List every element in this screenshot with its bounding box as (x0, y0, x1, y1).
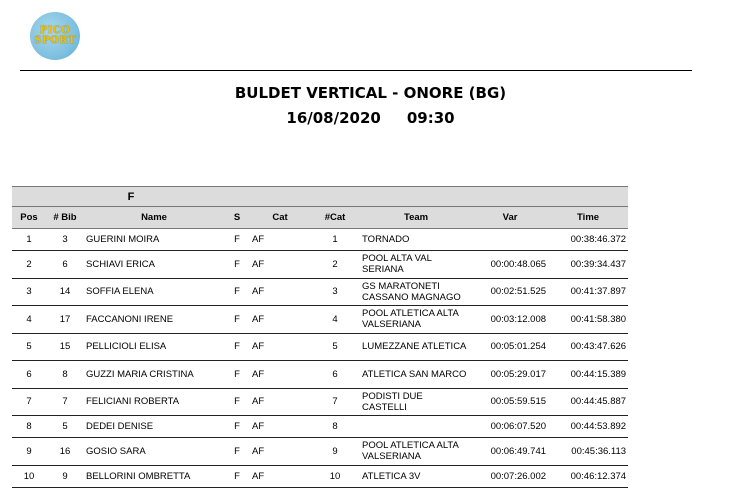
cell-pos: 2 (12, 251, 46, 279)
cell-sex: F (224, 229, 250, 251)
cell-pos: 10 (12, 465, 46, 487)
cell-team: TORNADO (360, 229, 472, 251)
page-title: BULDET VERTICAL - ONORE (BG) (234, 84, 507, 102)
cell-name: SCHIAVI ERICA (84, 251, 224, 279)
table-row (12, 465, 628, 487)
table-row (12, 251, 628, 279)
cell-name: BELLORINI OMBRETTA (84, 465, 224, 487)
cell-team: POOL ATLETICA ALTA VALSERIANA (360, 438, 472, 466)
cell-time: 00:43:47.626 (548, 333, 628, 361)
column-header-row (12, 207, 628, 229)
cell-var: 00:05:29.017 (472, 361, 548, 389)
cell-bib: 6 (46, 251, 84, 279)
cell-name: FELICIANI ROBERTA (84, 388, 224, 416)
col-name-header: Name (84, 207, 224, 229)
cell-var: 00:02:51.525 (472, 278, 548, 306)
cell-catpos: 3 (310, 278, 360, 306)
cell-team (360, 416, 472, 438)
cell-name: GUERINI MOIRA (84, 229, 224, 251)
cell-catpos: 2 (310, 251, 360, 279)
cell-team: POOL ALTA VAL SERIANA (360, 251, 472, 279)
cell-bib: 7 (46, 388, 84, 416)
logo-line-2: SPORT (34, 35, 76, 46)
header-divider (20, 70, 692, 71)
cell-team: ATLETICA 3V (360, 465, 472, 487)
table-row (12, 416, 628, 438)
col-var-header: Var (472, 207, 548, 229)
cell-sex: F (224, 306, 250, 334)
logo-line-1: PICO (39, 25, 71, 36)
cell-time: 00:45:36.113 (548, 438, 628, 466)
group-label: F (12, 187, 250, 207)
cell-bib: 15 (46, 333, 84, 361)
col-pos-header: Pos (12, 207, 46, 229)
cell-name: FACCANONI IRENE (84, 306, 224, 334)
cell-team: PODISTI DUE CASTELLI (360, 388, 472, 416)
cell-pos: 8 (12, 416, 46, 438)
cell-team: ATLETICA SAN MARCO (360, 361, 472, 389)
cell-var: 00:00:48.065 (472, 251, 548, 279)
cell-catpos: 4 (310, 306, 360, 334)
pico-sport-logo (30, 12, 80, 60)
cell-cat: AF (250, 251, 310, 279)
cell-sex: F (224, 361, 250, 389)
cell-catpos: 8 (310, 416, 360, 438)
cell-pos: 4 (12, 306, 46, 334)
cell-bib: 8 (46, 361, 84, 389)
cell-time: 00:39:34.437 (548, 251, 628, 279)
table-row (12, 306, 628, 334)
table-row (12, 388, 628, 416)
table-row (12, 361, 628, 389)
cell-var: 00:07:26.002 (472, 465, 548, 487)
cell-pos: 1 (12, 229, 46, 251)
col-catpos-header: #Cat (310, 207, 360, 229)
col-bib-header: # Bib (46, 207, 84, 229)
event-date: 16/08/2020 (286, 109, 381, 127)
cell-cat: AF (250, 465, 310, 487)
cell-var: 00:05:01.254 (472, 333, 548, 361)
cell-var: 00:06:07.520 (472, 416, 548, 438)
cell-cat: AF (250, 278, 310, 306)
col-team-header: Team (360, 207, 472, 229)
cell-time: 00:44:53.892 (548, 416, 628, 438)
cell-var: 00:06:49.741 (472, 438, 548, 466)
cell-cat: AF (250, 388, 310, 416)
cell-cat: AF (250, 229, 310, 251)
cell-name: GOSIO SARA (84, 438, 224, 466)
table-row (12, 333, 628, 361)
group-header-row (12, 187, 628, 207)
cell-bib: 5 (46, 416, 84, 438)
cell-bib: 3 (46, 229, 84, 251)
cell-catpos: 5 (310, 333, 360, 361)
cell-cat: AF (250, 306, 310, 334)
cell-bib: 16 (46, 438, 84, 466)
cell-cat: AF (250, 333, 310, 361)
cell-var (472, 229, 548, 251)
event-datetime (0, 109, 741, 127)
cell-sex: F (224, 465, 250, 487)
cell-name: DEDEI DENISE (84, 416, 224, 438)
cell-time: 00:41:58.380 (548, 306, 628, 334)
cell-time: 00:41:37.897 (548, 278, 628, 306)
cell-team: POOL ATLETICA ALTA VALSERIANA (360, 306, 472, 334)
table-row (12, 438, 628, 466)
cell-time: 00:38:46.372 (548, 229, 628, 251)
cell-sex: F (224, 251, 250, 279)
cell-sex: F (224, 333, 250, 361)
cell-pos: 7 (12, 388, 46, 416)
col-sex-header: S (224, 207, 250, 229)
results-table (12, 186, 628, 488)
cell-cat: AF (250, 438, 310, 466)
cell-var: 00:05:59.515 (472, 388, 548, 416)
table-row (12, 278, 628, 306)
cell-bib: 17 (46, 306, 84, 334)
cell-catpos: 10 (310, 465, 360, 487)
cell-time: 00:46:12.374 (548, 465, 628, 487)
col-cat-header: Cat (250, 207, 310, 229)
cell-name: GUZZI MARIA CRISTINA (84, 361, 224, 389)
cell-pos: 6 (12, 361, 46, 389)
cell-bib: 9 (46, 465, 84, 487)
cell-sex: F (224, 438, 250, 466)
col-time-header: Time (548, 207, 628, 229)
cell-sex: F (224, 416, 250, 438)
cell-catpos: 7 (310, 388, 360, 416)
cell-catpos: 1 (310, 229, 360, 251)
cell-name: PELLICIOLI ELISA (84, 333, 224, 361)
event-time: 09:30 (406, 109, 455, 127)
cell-cat: AF (250, 361, 310, 389)
cell-sex: F (224, 278, 250, 306)
cell-team: LUMEZZANE ATLETICA (360, 333, 472, 361)
cell-catpos: 6 (310, 361, 360, 389)
cell-pos: 3 (12, 278, 46, 306)
cell-name: SOFFIA ELENA (84, 278, 224, 306)
cell-bib: 14 (46, 278, 84, 306)
cell-pos: 5 (12, 333, 46, 361)
cell-pos: 9 (12, 438, 46, 466)
cell-time: 00:44:45.887 (548, 388, 628, 416)
cell-team: GS MARATONETI CASSANO MAGNAGO (360, 278, 472, 306)
cell-cat: AF (250, 416, 310, 438)
cell-var: 00:03:12.008 (472, 306, 548, 334)
cell-time: 00:44:15.389 (548, 361, 628, 389)
cell-sex: F (224, 388, 250, 416)
cell-catpos: 9 (310, 438, 360, 466)
table-row (12, 229, 628, 251)
